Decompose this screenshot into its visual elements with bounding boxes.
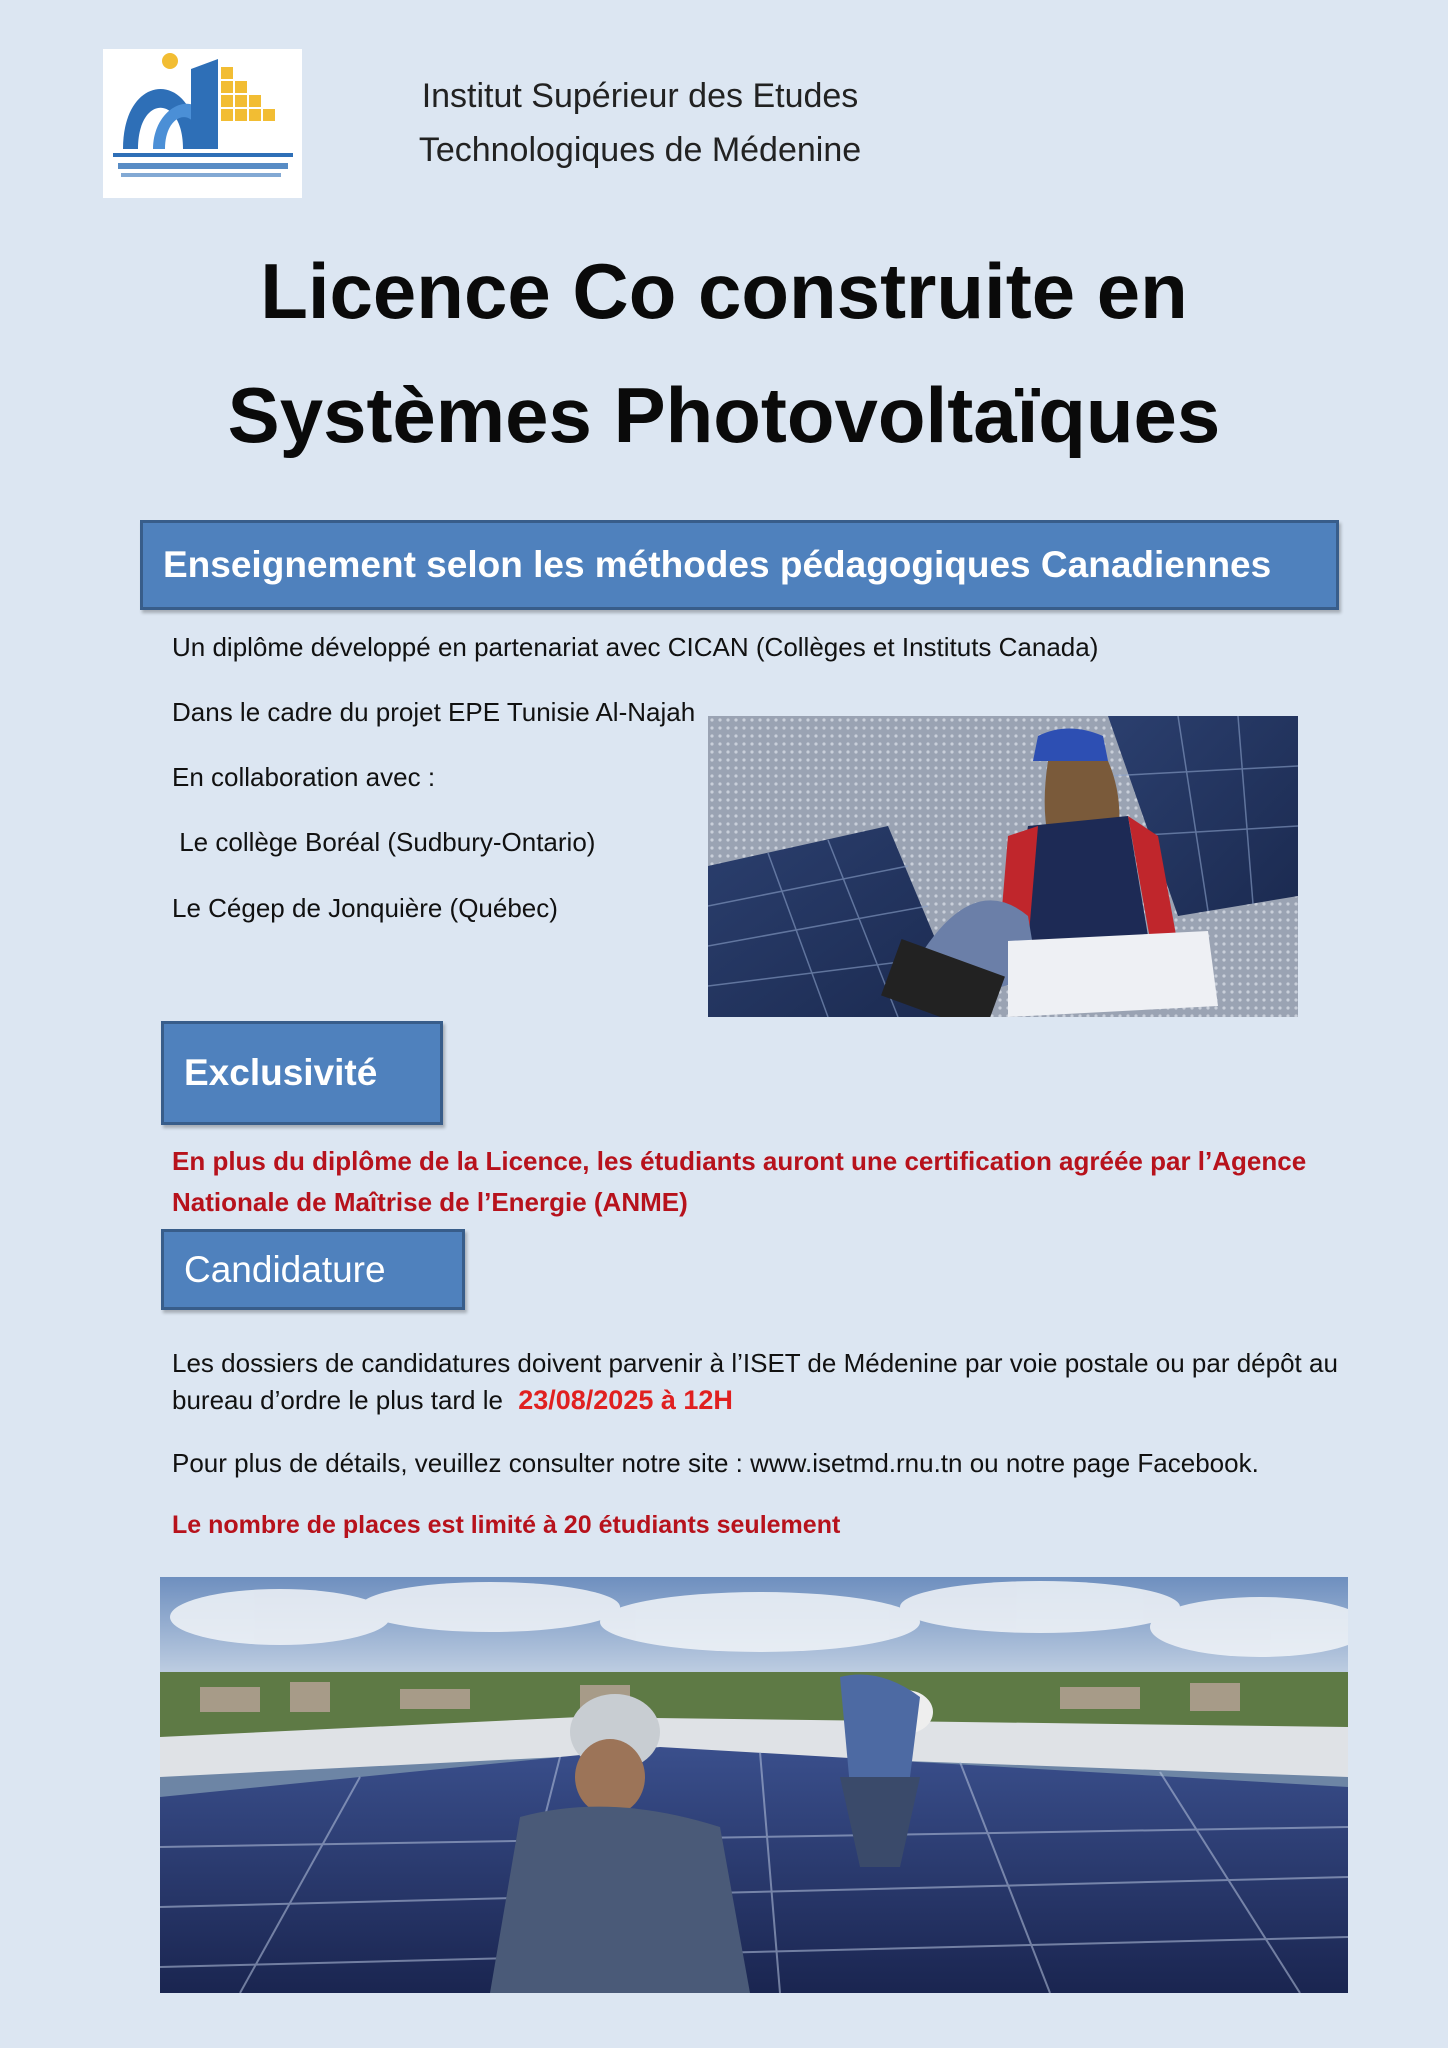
institute-logo (103, 49, 302, 198)
section-heading-application-label: Candidature (184, 1248, 386, 1290)
deadline-date: 23/08/2025 à 12H (518, 1385, 733, 1415)
text-application-line2 (172, 1382, 733, 1420)
section-heading-exclusivity (161, 1021, 443, 1125)
solar-roof-photo (708, 716, 1298, 1017)
page-title-line1: Licence Co construite en (260, 247, 1188, 335)
section-heading-application (161, 1229, 465, 1310)
page-title-line2: Systèmes Photovoltaïques (227, 371, 1221, 459)
solar-installation-photo (160, 1577, 1348, 1993)
institute-name-line2: Technologiques de Médenine (418, 131, 862, 169)
institute-name-line1: Institut Supérieur des Etudes (421, 77, 859, 115)
text-places-limit: Le nombre de places est limité à 20 étudiants seulement (172, 1511, 841, 1539)
text-certification-line1: En plus du diplôme de la Licence, les étudiants auront une certification agréée par l’Agence (172, 1146, 1307, 1176)
text-collaboration: En collaboration avec : (172, 762, 436, 792)
section-heading-teaching-label: Enseignement selon les méthodes pédagogiques Canadiennes (163, 544, 1272, 585)
text-cegep-jonquiere: Le Cégep de Jonquière (Québec) (172, 893, 558, 923)
section-heading-teaching (140, 520, 1339, 610)
text-certification-line2: Nationale de Maîtrise de l’Energie (ANME) (172, 1187, 688, 1217)
text-application-line1: Les dossiers de candidatures doivent parvenir à l’ISET de Médenine par voie postale ou par dépôt au (172, 1348, 1338, 1378)
text-more-info: Pour plus de détails, veuillez consulter notre site : www.isetmd.rnu.tn ou notre page Facebook. (172, 1448, 1259, 1478)
section-heading-exclusivity-label: Exclusivité (184, 1052, 378, 1093)
text-project: Dans le cadre du projet EPE Tunisie Al-Najah (172, 697, 696, 727)
text-college-boreal: Le collège Boréal (Sudbury-Ontario) (172, 827, 596, 857)
text-application-line2-label: bureau d’ordre le plus tard le (172, 1385, 503, 1415)
text-diploma-partnership: Un diplôme développé en partenariat avec CICAN (Collèges et Instituts Canada) (172, 632, 1099, 662)
